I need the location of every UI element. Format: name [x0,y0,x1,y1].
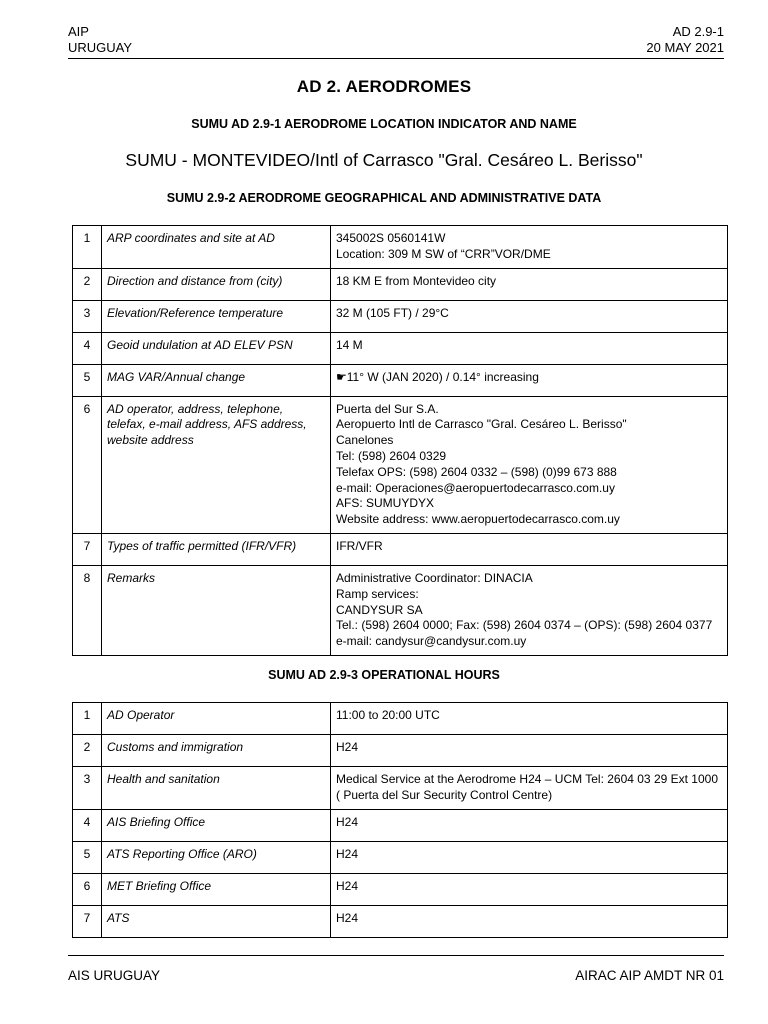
row-label: Direction and distance from (city) [102,268,331,300]
table-row [73,300,728,332]
row-value [331,841,728,873]
row-number: 3 [73,300,102,332]
value-line: CANDYSUR SA [336,602,423,617]
row-value [331,735,728,767]
row-label: ATS Reporting Office (ARO) [102,841,331,873]
row-number: 5 [73,364,102,396]
row-value [331,268,728,300]
row-label: Customs and immigration [102,735,331,767]
value-line: Administrative Coordinator: DINACIA [336,570,533,585]
row-label: AD Operator [102,703,331,735]
table-row [73,396,728,533]
footer-left: AIS URUGUAY [68,968,161,983]
row-value [331,565,728,655]
table-row [73,533,728,565]
row-number: 6 [73,396,102,533]
row-number: 5 [73,841,102,873]
value-line: H24 [336,814,359,829]
table-row [73,226,728,269]
row-label: AIS Briefing Office [102,809,331,841]
table-row [73,809,728,841]
row-value [331,332,728,364]
row-value [331,809,728,841]
table-row [73,703,728,735]
table-row [73,905,728,937]
aerodrome-name: SUMU - MONTEVIDEO/Intl of Carrasco "Gral. Cesáreo L. Berisso" [125,150,643,170]
table2-body [73,703,728,938]
row-value [331,905,728,937]
row-value [331,533,728,565]
page-header-right [646,24,724,56]
row-label: Geoid undulation at AD ELEV PSN [102,332,331,364]
row-number: 7 [73,533,102,565]
row-number: 2 [73,268,102,300]
row-value [331,364,728,396]
page-header-left [68,24,132,56]
value-line: e-mail: candysur@candysur.com.uy [336,634,527,649]
row-label: AD operator, address, telephone, telefax, e-mail address, AFS address, website address [102,396,331,533]
table-row [73,873,728,905]
row-number: 4 [73,332,102,364]
row-number: 1 [73,226,102,269]
row-label: MAG VAR/Annual change [102,364,331,396]
row-label: Remarks [102,565,331,655]
row-number: 7 [73,905,102,937]
row-number: 8 [73,565,102,655]
row-number: 2 [73,735,102,767]
table-row [73,332,728,364]
value-line: Ramp services: [336,586,419,601]
row-label: ATS [102,905,331,937]
table-row [73,364,728,396]
value-line: Puerta del Sur S.A. [336,401,439,416]
row-number: 6 [73,873,102,905]
value-line: H24 [336,910,359,925]
table1-body [73,226,728,656]
section2-heading: SUMU 2.9-2 AERODROME GEOGRAPHICAL AND ADMINISTRATIVE DATA [166,191,602,205]
table-row [73,767,728,810]
value-line: IFR/VFR [336,538,383,553]
value-line: Tel.: (598) 2604 0000; Fax: (598) 2604 0374 – (OPS): (598) 2604 0377 [336,618,713,633]
table-row [73,565,728,655]
row-label: Elevation/Reference temperature [102,300,331,332]
row-value [331,703,728,735]
value-line: 18 KM E from Montevideo city [336,273,497,288]
row-value [331,873,728,905]
header-country: URUGUAY [68,40,133,55]
value-line: Canelones [336,433,394,448]
value-line: H24 [336,878,359,893]
value-line: AFS: SUMUYDYX [336,496,435,511]
footer-divider [68,955,724,956]
table-row [73,735,728,767]
value-line: Aeropuerto Intl de Carrasco "Gral. Cesáreo L. Berisso" [336,417,627,432]
table-row [73,268,728,300]
row-label: ARP coordinates and site at AD [102,226,331,269]
row-value [331,226,728,269]
row-value [331,767,728,810]
row-label: Types of traffic permitted (IFR/VFR) [102,533,331,565]
value-line: 14 M [336,337,363,352]
header-page-number: AD 2.9-1 [672,24,724,39]
row-value [331,396,728,533]
value-line: 11:00 to 20:00 UTC [336,708,440,722]
value-line: Telefax OPS: (598) 2604 0332 – (598) (0)99 673 888 [336,464,617,479]
value-line: 345002S 0560141W [336,231,446,245]
value-line: Location: 309 M SW of “CRR”VOR/DME [336,246,551,261]
value-line: e-mail: Operaciones@aeropuertodecarrasco.com.uy [336,480,615,495]
value-line: Tel: (598) 2604 0329 [336,448,447,463]
row-label: MET Briefing Office [102,873,331,905]
operational-hours-table [72,702,728,938]
value-line: ☛11° W (JAN 2020) / 0.14° increasing [336,369,539,384]
row-number: 4 [73,809,102,841]
value-line: Medical Service at the Aerodrome H24 – UCM Tel: 2604 03 29 Ext 1000 ( Puerta del Sur Security Control Centre) [336,772,718,802]
footer-right: AIRAC AIP AMDT NR 01 [575,968,724,983]
header-divider [68,58,724,59]
value-line: H24 [336,740,359,754]
header-aip: AIP [68,24,89,39]
row-number: 1 [73,703,102,735]
header-date: 20 MAY 2021 [646,40,724,55]
page-title: AD 2. AERODROMES [296,77,472,96]
value-line: Website address: www.aeropuertodecarrasco.com.uy [336,512,620,527]
row-label: Health and sanitation [102,767,331,810]
value-line: H24 [336,846,359,861]
section3-heading: SUMU AD 2.9-3 OPERATIONAL HOURS [268,668,500,682]
value-line: 32 M (105 FT) / 29°C [336,305,449,320]
geographical-admin-data-table [72,225,728,656]
table-row [73,841,728,873]
row-value [331,300,728,332]
row-number: 3 [73,767,102,810]
section1-heading: SUMU AD 2.9-1 AERODROME LOCATION INDICATOR AND NAME [191,117,577,131]
